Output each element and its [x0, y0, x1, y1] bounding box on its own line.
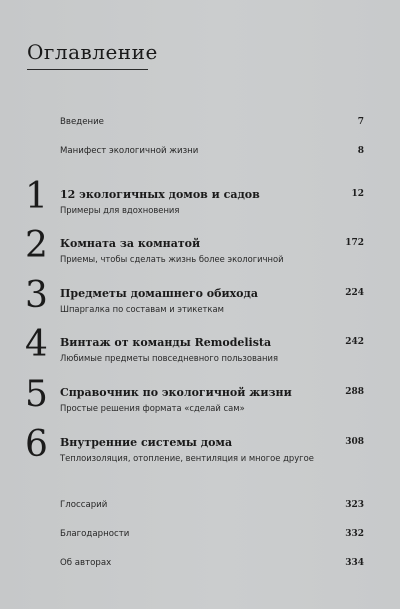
entry-page-number: 332	[345, 529, 364, 539]
chapter-number: 3	[25, 275, 48, 316]
toc-entry-acknowledgements	[0, 529, 400, 543]
toc-entry-manifesto	[0, 146, 400, 160]
chapter-title: Комната за комнатой	[60, 237, 201, 250]
entry-label: Глоссарий	[60, 500, 108, 510]
chapter-number: 4	[25, 324, 48, 365]
chapter-title: Справочник по экологичной жизни	[60, 386, 292, 399]
toc-chapter-1	[0, 176, 400, 228]
chapter-page-number: 172	[345, 238, 364, 248]
chapter-subtitle: Приемы, чтобы сделать жизнь более экологичной	[60, 254, 284, 264]
chapter-page-number: 224	[345, 288, 364, 298]
entry-page-number: 323	[345, 500, 364, 510]
chapter-title: Винтаж от команды Remodelista	[60, 336, 272, 349]
chapter-subtitle: Простые решения формата «сделай сам»	[60, 403, 245, 413]
entry-page-number: 7	[357, 117, 364, 127]
chapter-title: Внутренние системы дома	[60, 436, 233, 449]
chapter-number: 2	[25, 225, 48, 266]
entry-page-number: 334	[345, 558, 364, 568]
title-underline	[27, 69, 148, 70]
chapter-subtitle: Примеры для вдохновения	[60, 205, 180, 215]
chapter-page-number: 308	[345, 437, 364, 447]
entry-page-number: 8	[357, 146, 364, 156]
entry-label: Об авторах	[60, 558, 112, 568]
toc-chapter-3	[0, 275, 400, 327]
chapter-title: 12 экологичных домов и садов	[60, 188, 260, 201]
page-title: Оглавление	[27, 40, 158, 64]
toc-entry-glossary	[0, 500, 400, 514]
chapter-page-number: 288	[345, 387, 364, 397]
entry-label: Благодарности	[60, 529, 130, 539]
toc-chapter-5	[0, 374, 400, 426]
chapter-number: 5	[25, 374, 48, 415]
chapter-number: 6	[25, 424, 48, 465]
entry-label: Манифест экологичной жизни	[60, 146, 199, 156]
toc-chapter-2	[0, 225, 400, 277]
toc-chapter-6	[0, 424, 400, 476]
toc-entry-introduction	[0, 117, 400, 131]
chapter-subtitle: Любимые предметы повседневного пользования	[60, 353, 278, 363]
chapter-number: 1	[25, 176, 48, 217]
chapter-title: Предметы домашнего обихода	[60, 287, 258, 300]
chapter-subtitle: Теплоизоляция, отопление, вентиляция и многое другое	[60, 453, 314, 463]
chapter-subtitle: Шпаргалка по составам и этикеткам	[60, 304, 224, 314]
toc-entry-authors	[0, 558, 400, 572]
toc-chapter-4	[0, 324, 400, 376]
chapter-page-number: 242	[345, 337, 364, 347]
chapter-page-number: 12	[351, 189, 364, 199]
entry-label: Введение	[60, 117, 104, 127]
